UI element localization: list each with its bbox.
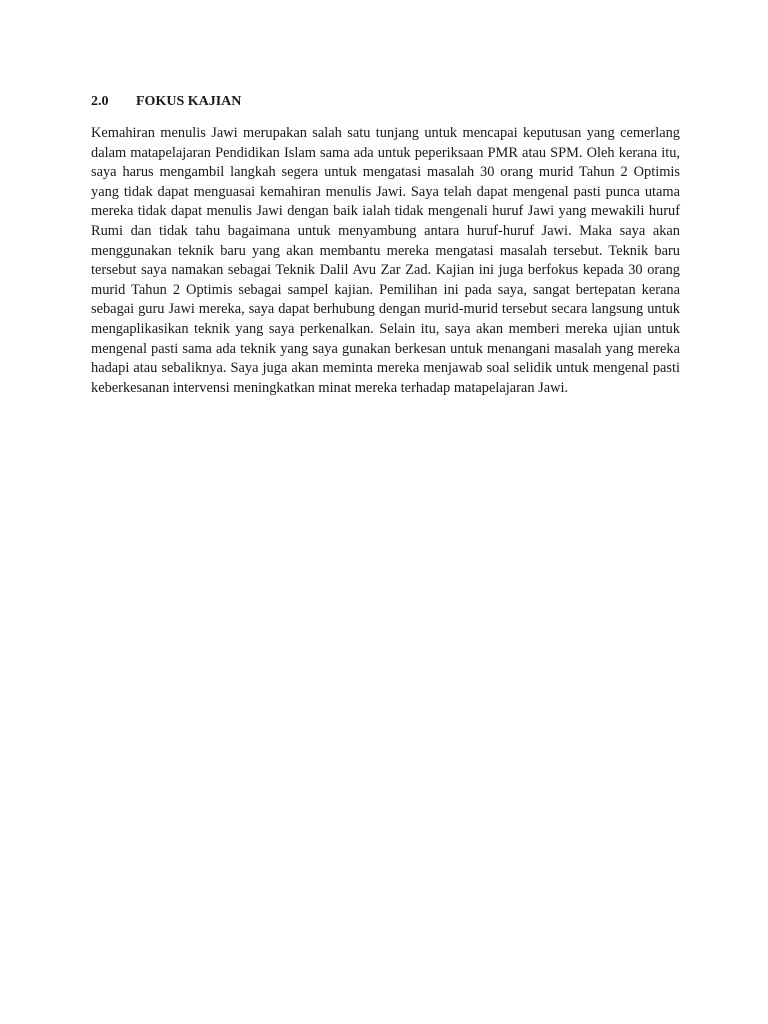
- section-title: FOKUS KAJIAN: [136, 94, 242, 109]
- section-number: 2.0: [91, 94, 109, 109]
- section-heading: [91, 93, 241, 111]
- body-paragraph: Kemahiran menulis Jawi merupakan salah satu tunjang untuk mencapai keputusan yang cemerlang dalam matapelajaran Pendidikan Islam sama ada untuk peperiksaan PMR atau SPM. Oleh kerana itu, saya harus mengambil langkah segera untuk mengatasi masalah 30 orang murid Tahun 2 Optimis yang tidak dapat menguasai kemahiran menulis Jawi. Saya telah dapat mengenal pasti punca utama mereka tidak dapat menulis Jawi dengan baik ialah tidak mengenali huruf Jawi yang mewakili huruf Rumi dan tidak tahu bagaimana untuk menyambung antara huruf-huruf Jawi. Maka saya akan menggunakan teknik baru yang akan membantu mereka mengatasi masalah tersebut. Teknik baru tersebut saya namakan sebagai Teknik Dalil Avu Zar Zad. Kajian ini juga berfokus kepada 30 orang murid Tahun 2 Optimis sebagai sampel kajian. Pemilihan ini pada saya, sangat bertepatan kerana sebagai guru Jawi mereka, saya dapat berhubung dengan murid-murid tersebut secara langsung untuk mengaplikasikan teknik yang saya perkenalkan. Selain itu, saya akan memberi mereka ujian untuk mengenal pasti sama ada teknik yang saya gunakan berkesan untuk menangani masalah yang mereka hadapi atau sebaliknya. Saya juga akan meminta mereka menjawab soal selidik untuk mengenal pasti keberkesanan intervensi meningkatkan minat mereka terhadap matapelajaran Jawi.: [91, 125, 680, 396]
